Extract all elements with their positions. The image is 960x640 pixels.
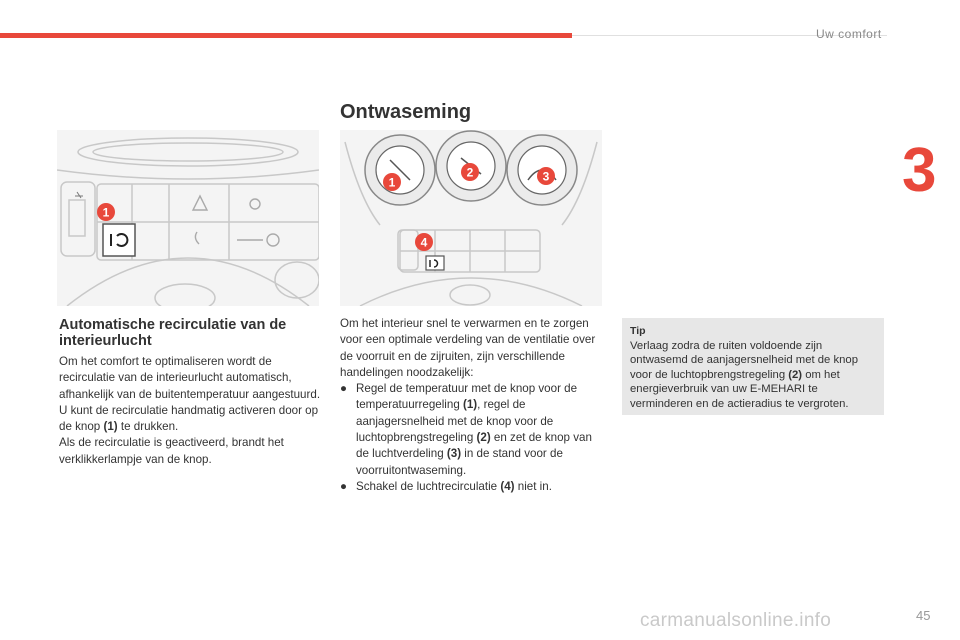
instruction-list: [340, 381, 602, 495]
callout-number: 1: [388, 175, 396, 190]
bullet: ●: [340, 479, 348, 493]
bullet: ●: [340, 382, 348, 396]
defog-text: [340, 316, 602, 495]
button-reference: (2): [476, 431, 491, 445]
paragraph: Als de recirculatie is geactiveerd, brandt het verklikkerlampje van de knop.: [59, 436, 284, 466]
button-reference: (2): [788, 368, 803, 381]
callout-number: 4: [420, 235, 428, 250]
text-run: en zet de knop van de luchtverdeling: [356, 431, 592, 461]
button-reference: (3): [446, 447, 462, 461]
button-reference: (4): [500, 479, 515, 493]
text-run: niet in.: [514, 479, 552, 493]
section-header: Uw comfort: [816, 27, 882, 41]
text-run: Regel de temperatuur met de knop voor de temperatuurregeling: [356, 382, 578, 412]
text-run: om het energieverbruik van uw E-MEHARI te verminderen en de actieradius te vergroten.: [630, 368, 849, 410]
text-run: , regel de aanjagersnelheid met de knop voor de luchtopbrengstregeling: [356, 398, 554, 445]
text-run: in de stand voor de voorruitontwaseming.: [356, 447, 563, 477]
header-accent-bar: [0, 33, 572, 38]
callout-number: 1: [102, 205, 110, 220]
paragraph: Om het interieur snel te verwarmen en te zorgen voor een optimale verdeling van de ventilatie over de voorruit en de zijruiten, zijn verschillende handelingen noodzakelijk:: [340, 317, 596, 379]
heading-line: Automatische recirculatie van de: [59, 317, 287, 333]
text-run: Schakel de luchtrecirculatie: [356, 479, 501, 493]
button-reference: (1): [103, 420, 118, 434]
text-run: U kunt de recirculatie handmatig activeren door op de knop: [59, 403, 319, 434]
text-run: te drukken.: [117, 420, 179, 434]
recirculation-button-illustration: [57, 130, 319, 306]
list-item: [340, 479, 602, 495]
heating-controls-illustration: [340, 130, 602, 306]
button-reference: (1): [462, 398, 478, 412]
tip-title: Tip: [630, 325, 646, 337]
page-number: 45: [916, 608, 931, 623]
paragraph: [59, 403, 321, 436]
chapter-number: 3: [902, 136, 937, 205]
paragraph: Om het comfort te optimaliseren wordt de recirculatie van de interieurlucht automatisch, afhankelijk van de buitentemperatuur aangestuurd.: [59, 355, 321, 401]
section-heading-recirculation: [59, 317, 321, 349]
callout-number: 3: [542, 169, 550, 184]
recirculation-text: [59, 354, 321, 468]
callout-number: 2: [466, 165, 474, 180]
heading-line: interieurlucht: [59, 333, 152, 349]
page-title: Ontwaseming: [340, 101, 472, 123]
tip-box: [622, 318, 884, 415]
watermark: carmanualsonline.info: [640, 610, 832, 631]
text-run: Verlaag zodra de ruiten voldoende zijn ontwasemd de aanjagersnelheid met de knop voor de luchtopbrengstregeling: [630, 339, 858, 381]
list-item: [340, 381, 602, 479]
tip-text: [630, 339, 876, 412]
